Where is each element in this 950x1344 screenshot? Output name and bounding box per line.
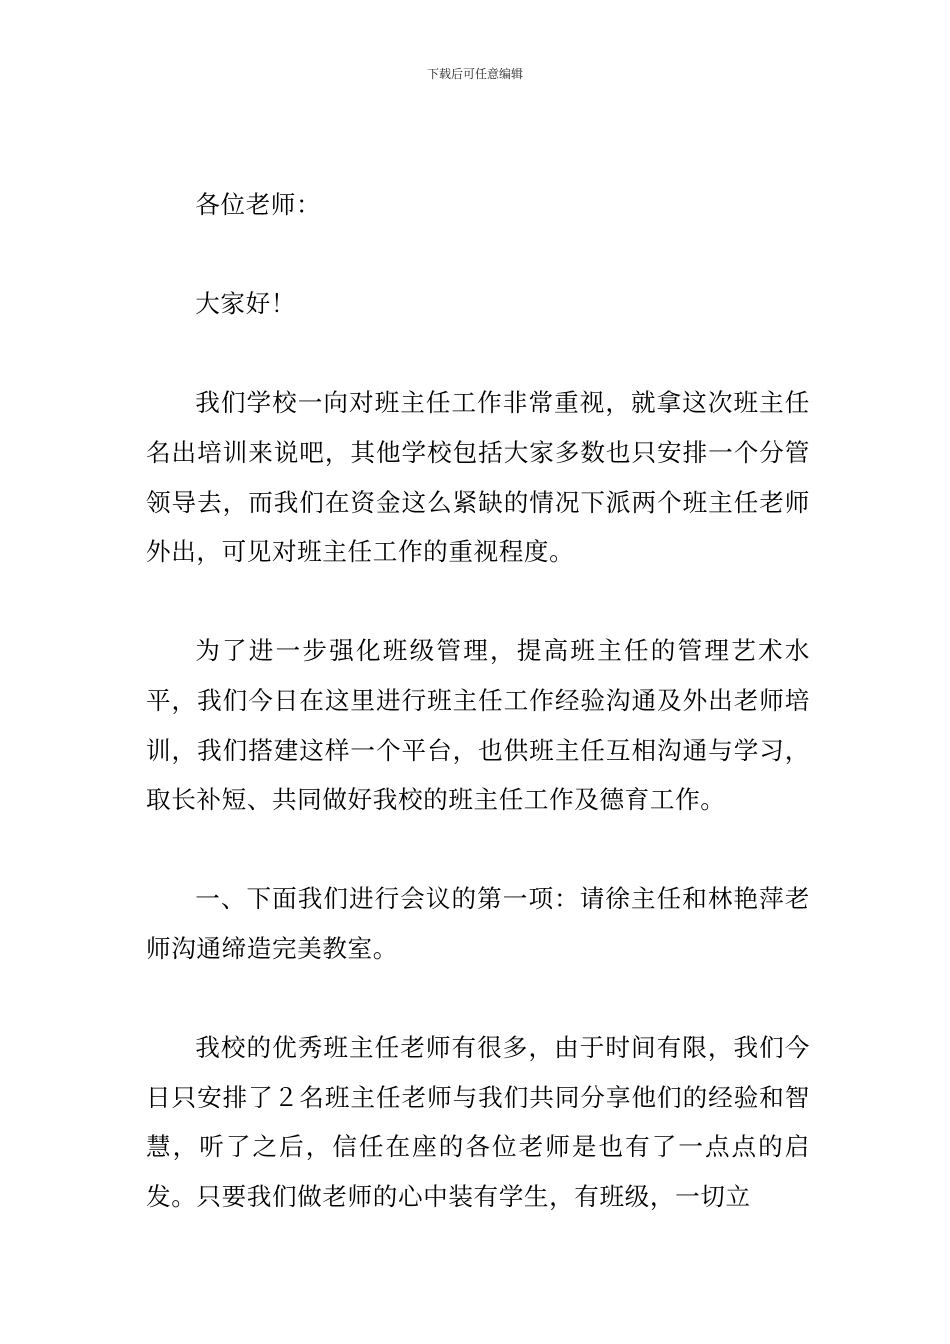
document-body — [146, 180, 810, 1271]
paragraph-3: 一、下面我们进行会议的第一项：请徐主任和林艳萍老师沟通缔造完美教室。 — [146, 884, 810, 963]
page-header: 下载后可任意编辑 — [426, 67, 523, 81]
salutation: 各位老师： — [195, 190, 322, 219]
paragraph-2: 为了进一步强化班级管理，提高班主任的管理艺术水平，我们今日在这里进行班主任工作经验沟通及外出老师培训，我们搭建这样一个平台，也供班主任互相沟通与学习，取长补短、共同做好我校的班主任工作及德育工作。 — [146, 636, 810, 815]
greeting: 大家好！ — [195, 289, 296, 319]
paragraph-1: 我们学校一向对班主任工作非常重视，就拿这次班主任名出培训来说吧，其他学校包括大家多数也只安排一个分管领导去，而我们在资金这么紧缺的情况下派两个班主任老师外出，可见对班主任工作的重视程度。 — [146, 388, 810, 567]
paragraph-4: 我校的优秀班主任老师有很多，由于时间有限，我们今日只安排了２名班主任老师与我们共同分享他们的经验和智慧，听了之后，信任在座的各位老师是也有了一点点的启发。只要我们做老师的心中装有学生，有班级，一切立 — [146, 1033, 810, 1211]
